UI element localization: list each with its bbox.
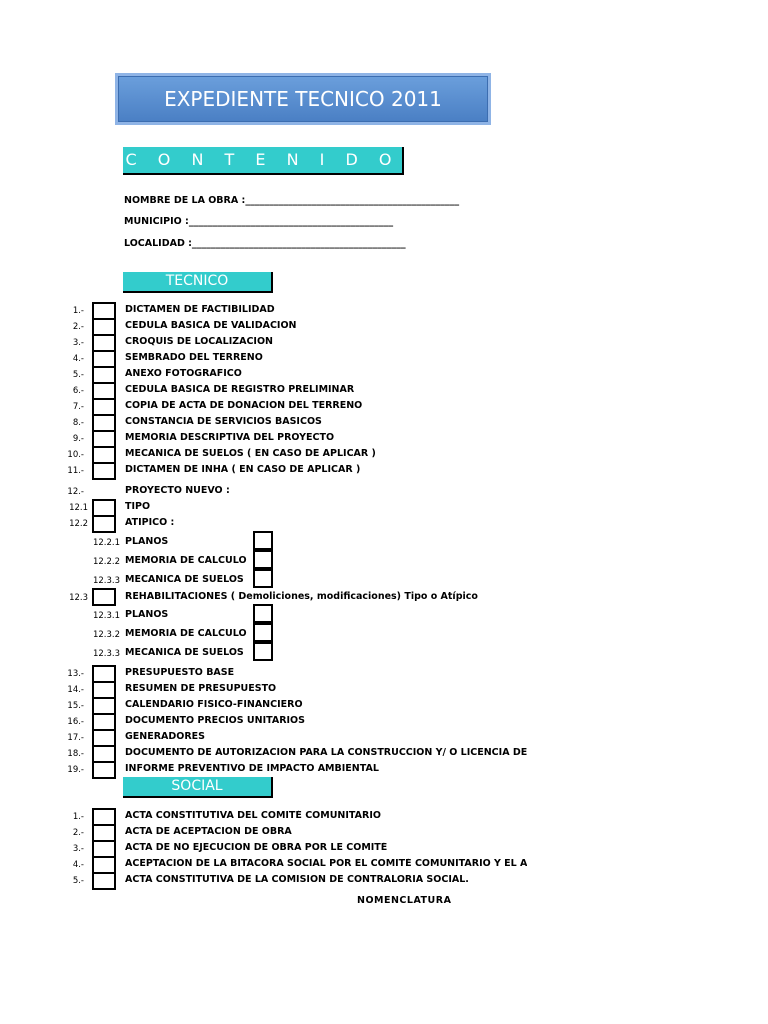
nomenclatura-label: NOMENCLATURA — [357, 895, 452, 906]
item-label: MEMORIA DESCRIPTIVA DEL PROYECTO — [125, 432, 335, 443]
item-number: 2.- — [72, 322, 84, 332]
item-number: 3.- — [72, 338, 84, 348]
item-number: 11.- — [67, 466, 84, 476]
item-number: 12.- — [67, 487, 84, 497]
checkbox-planos-rehab[interactable] — [253, 604, 273, 623]
item-checkbox[interactable] — [92, 761, 116, 779]
item-label: MEMORIA DE CALCULO — [125, 555, 247, 566]
item-label: PLANOS — [125, 609, 169, 620]
item-label: ACTA DE NO EJECUCION DE OBRA POR LE COMITÉ — [125, 842, 388, 853]
item-number: 9.- — [72, 434, 84, 444]
social-header: SOCIAL — [123, 777, 273, 798]
document-title: EXPEDIENTE TECNICO 2011 — [115, 73, 491, 125]
item-label: CEDULA BASICA DE REGISTRO PRELIMINAR — [125, 384, 355, 395]
item-number: 6.- — [72, 386, 84, 396]
item-number: 12.3.2 — [92, 630, 120, 640]
item-number: 4.- — [72, 860, 84, 870]
item-number: 14.- — [67, 685, 84, 695]
item-label: PLANOS — [125, 536, 169, 547]
item-number: 5.- — [72, 876, 84, 886]
field-localidad: LOCALIDAD :_____________________________________________ — [124, 238, 406, 249]
item-number: 1.- — [72, 812, 84, 822]
item-number: 12.3.1 — [92, 611, 120, 621]
item-number: 7.- — [72, 402, 84, 412]
checkbox-rehabilitaciones[interactable] — [92, 588, 116, 606]
item-number: 12.2.1 — [92, 538, 120, 548]
item-number: 15.- — [67, 701, 84, 711]
item-label: CALENDARIO FISICO-FINANCIERO — [125, 699, 303, 710]
item-number: 1.- — [72, 306, 84, 316]
item-label: MECANICA DE SUELOS — [125, 574, 244, 585]
item-label: DICTAMEN DE INHA ( EN CASO DE APLICAR ) — [125, 464, 361, 475]
item-checkbox[interactable] — [92, 872, 116, 890]
item-label: CROQUIS DE LOCALIZACION — [125, 336, 273, 347]
item-number: 12.2.2 — [92, 557, 120, 567]
item-label: DICTAMEN DE FACTIBILIDAD — [125, 304, 275, 315]
tecnico-header: TECNICO — [123, 272, 273, 293]
checkbox-atipico[interactable] — [92, 515, 116, 533]
item-label: SEMBRADO DEL TERRENO — [125, 352, 263, 363]
item-label: RESUMEN DE PRESUPUESTO — [125, 683, 277, 694]
contenido-header: C O N T E N I D O — [123, 147, 404, 175]
item-number: 4.- — [72, 354, 84, 364]
item-number: 12.2 — [69, 519, 88, 529]
item-label: INFORME PREVENTIVO DE IMPACTO AMBIENTAL — [125, 763, 379, 774]
item-number: 2.- — [72, 828, 84, 838]
item-label: PRESUPUESTO BASE — [125, 667, 235, 678]
field-nombre-obra: NOMBRE DE LA OBRA :_____________________________________________ — [124, 195, 460, 206]
item-label: MECANICA DE SUELOS ( EN CASO DE APLICAR ) — [125, 448, 376, 459]
item-label: ANEXO FOTOGRAFICO — [125, 368, 242, 379]
item-number: 18.- — [67, 749, 84, 759]
item-number: 16.- — [67, 717, 84, 727]
item-label: CEDULA BASICA DE VALIDACION — [125, 320, 297, 331]
field-municipio: MUNICIPIO :___________________________________________ — [124, 216, 394, 227]
checkbox-memoria-calculo[interactable] — [253, 550, 273, 569]
item-label: DOCUMENTO PRECIOS UNITARIOS — [125, 715, 305, 726]
item-number: 3.- — [72, 844, 84, 854]
checkbox-memoria-rehab[interactable] — [253, 623, 273, 642]
item-label: ATIPICO : — [125, 517, 175, 528]
item-number: 8.- — [72, 418, 84, 428]
item-number: 13.- — [67, 669, 84, 679]
item-number: 10.- — [67, 450, 84, 460]
item-label: PROYECTO NUEVO : — [125, 485, 230, 496]
item-number: 12.1 — [69, 503, 88, 513]
item-number: 5.- — [72, 370, 84, 380]
item-label: COPIA DE ACTA DE DONACION DEL TERRENO — [125, 400, 363, 411]
item-label: TIPO — [125, 501, 151, 512]
item-label: MEMORIA DE CALCULO — [125, 628, 247, 639]
item-label: GENERADORES — [125, 731, 206, 742]
checkbox-suelos-rehab[interactable] — [253, 642, 273, 661]
item-label: DOCUMENTO DE AUTORIZACION PARA LA CONSTRUCCION Y/ O LICENCIA DE — [125, 747, 528, 758]
item-label: ACEPTACIÓN DE LA BITACORA SOCIAL POR EL COMITÉ COMUNITARIO Y EL A — [125, 858, 528, 869]
item-label: MECANICA DE SUELOS — [125, 647, 244, 658]
item-number: 12.3 — [69, 593, 88, 603]
item-number: 12.3.3 — [92, 576, 120, 586]
item-checkbox[interactable] — [92, 462, 116, 480]
item-label: ACTA DE ACEPTACION DE OBRA — [125, 826, 292, 837]
item-number: 12.3.3 — [92, 649, 120, 659]
item-number: 17.- — [67, 733, 84, 743]
item-label: CONSTANCIA DE SERVICIOS BASICOS — [125, 416, 322, 427]
checkbox-planos[interactable] — [253, 531, 273, 550]
item-label: ACTA CONSTITUTIVA DEL COMITÉ COMUNITARIO — [125, 810, 381, 821]
checkbox-mecanica-suelos[interactable] — [253, 569, 273, 588]
item-label: ACTA CONSTITUTIVA DE LA COMISIÓN DE CONTRALORIA SOCIAL. — [125, 874, 469, 885]
item-label: REHABILITACIONES ( Demoliciones, modificaciones) Tipo o Atípico — [125, 591, 478, 602]
item-number: 19.- — [67, 765, 84, 775]
